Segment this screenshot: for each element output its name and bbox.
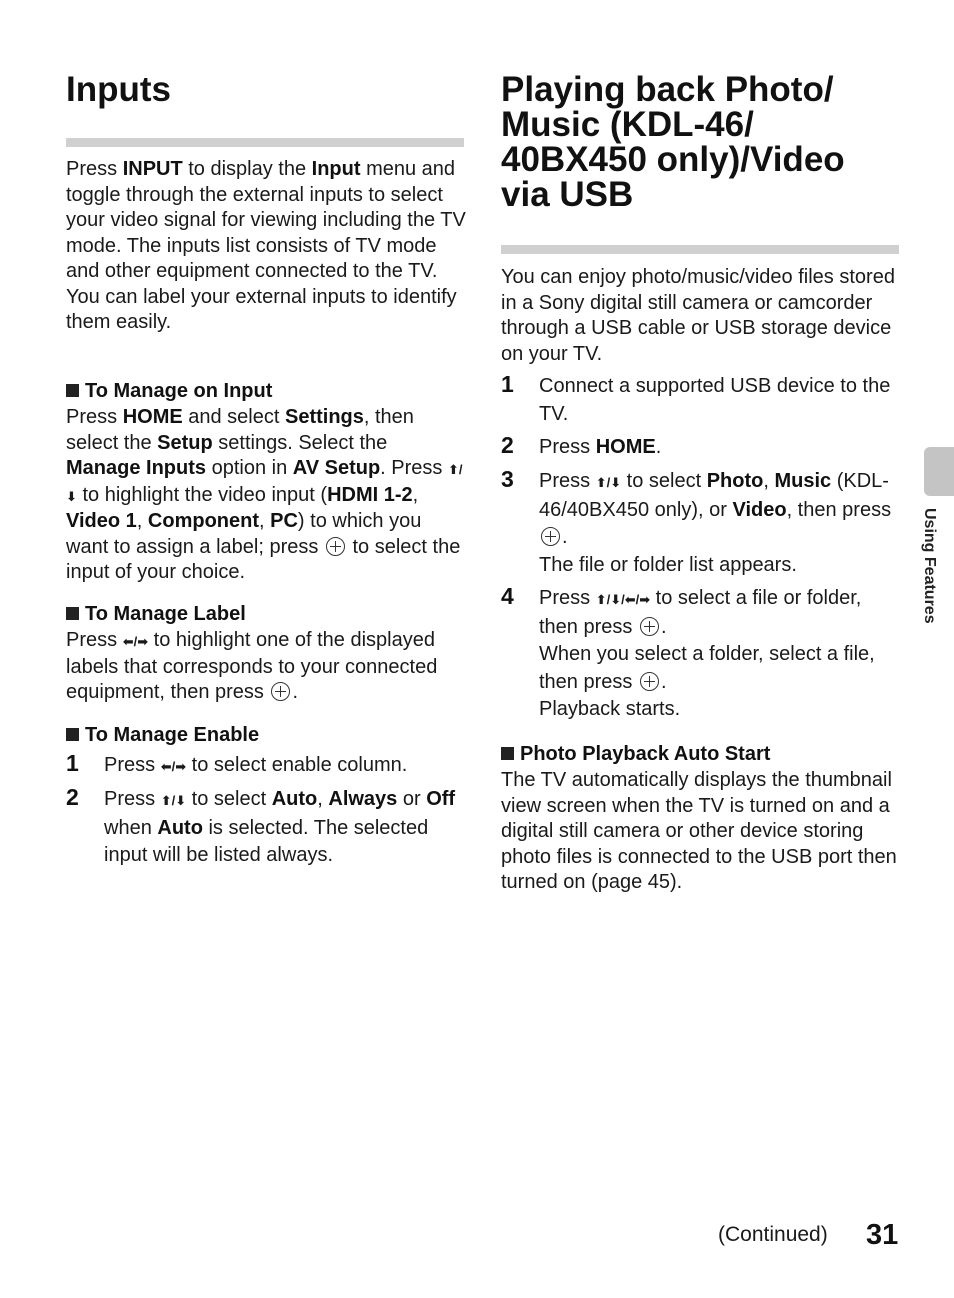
enter-button-icon (541, 527, 560, 546)
left-right-arrow-icon: ⬅/➡ (160, 759, 187, 774)
step-number: 2 (501, 432, 514, 458)
usb-step-2: 2 Press HOME. (501, 432, 662, 458)
square-bullet-icon (501, 747, 514, 760)
up-down-arrow-icon: ⬆/⬇ (66, 462, 463, 504)
section-title-inputs: Inputs (66, 70, 171, 109)
enter-button-icon (271, 682, 290, 701)
manage-input-text: Press HOME and select Settings, then select the Setup settings. Select the Manage Inputs option in AV Setup. Press ⬆/⬇ to highlight the video input (HDMI 1-2, Video 1, Component, PC) to which you want to assign a label; press to select the input of your choice. (66, 406, 463, 583)
step-number: 1 (66, 750, 79, 776)
up-down-arrow-icon: ⬆/⬇ (160, 793, 187, 808)
four-direction-arrow-icon: ⬆/⬇/⬅/➡ (595, 592, 651, 607)
usb-step-3: 3 Press ⬆/⬇ to select Photo, Music (KDL-46/40BX450 only), or Video, then press . The file or folder list appears. (501, 466, 892, 576)
usb-step-4: 4 Press ⬆/⬇/⬅/➡ to select a file or folder, then press . When you select a folder, select a file, then press . Playback starts. (501, 583, 875, 720)
step-number: 1 (501, 371, 514, 397)
side-section-label: Using Features (921, 508, 938, 624)
section-tab (924, 447, 954, 496)
enter-button-icon (640, 617, 659, 636)
page-number: 31 (866, 1219, 899, 1251)
square-bullet-icon (66, 384, 79, 397)
enter-button-icon (640, 672, 659, 691)
up-down-arrow-icon: ⬆/⬇ (595, 475, 622, 490)
step-number: 4 (501, 583, 514, 609)
enter-button-icon (326, 537, 345, 556)
left-right-arrow-icon: ⬅/➡ (122, 634, 149, 649)
auto-start-heading: Photo Playback Auto Start (501, 742, 899, 768)
square-bullet-icon (66, 607, 79, 620)
title-rule (501, 245, 899, 254)
manage-label-text: Press ⬅/➡ to highlight one of the displayed labels that corresponds to your connected equipment, then press . (66, 629, 438, 703)
enable-step-1: 1 Press ⬅/➡ to select enable column. (66, 750, 408, 776)
usb-intro: You can enjoy photo/music/video files stored in a Sony digital still camera or camcorder through a USB cable or USB storage device on your TV. (501, 266, 895, 365)
manage-input-heading: To Manage on Input (66, 379, 466, 405)
title-rule (66, 138, 464, 147)
manage-label-heading: To Manage Label (66, 602, 466, 628)
enable-step-2: 2 Press ⬆/⬇ to select Auto, Always or Off when Auto is selected. The selected input will be listed always. (66, 784, 456, 866)
usb-step-1: 1 Connect a supported USB device to the TV. (501, 371, 891, 425)
manage-enable-heading: To Manage Enable (66, 723, 466, 749)
auto-start-text: The TV automatically displays the thumbnail view screen when the TV is turned on and a digital still camera or other device storing photo files is connected to the USB port then turned on (page 45). (501, 769, 897, 893)
inputs-intro: Press INPUT to display the Input menu and toggle through the external inputs to select your video signal for viewing including the TV mode. The inputs list consists of TV mode and other equipment connected to the TV. You can label your external inputs to identify them easily. (66, 158, 466, 333)
square-bullet-icon (66, 728, 79, 741)
step-number: 2 (66, 784, 79, 810)
step-number: 3 (501, 466, 514, 492)
continued-label: (Continued) (718, 1223, 828, 1246)
section-title-usb-playback: Playing back Photo/ Music (KDL-46/ 40BX450 only)/Video via USB (501, 70, 845, 214)
